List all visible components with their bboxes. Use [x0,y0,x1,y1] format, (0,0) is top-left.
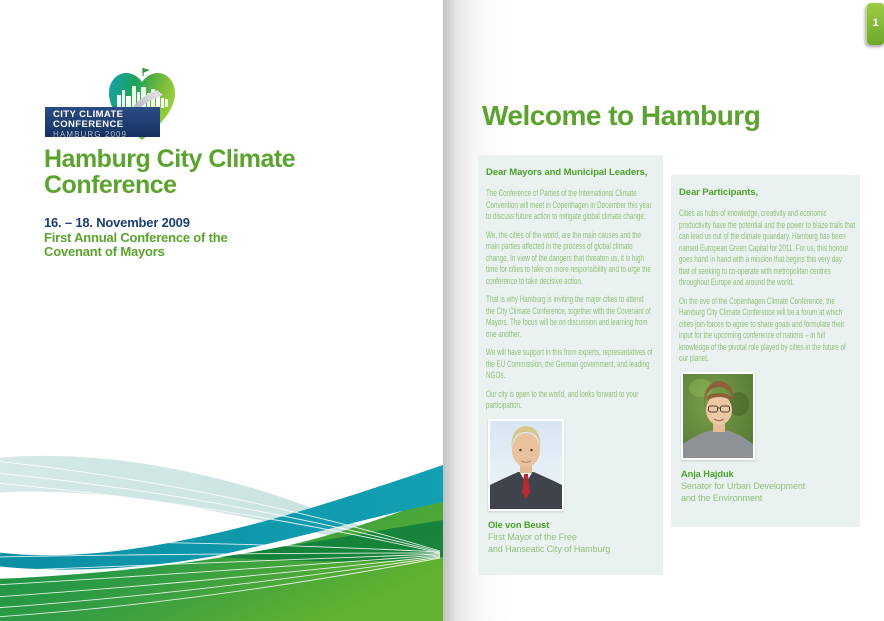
person-role-line2: and Hanseatic City of Hamburg [488,543,611,554]
salutation-participants: Dear Participants, [679,187,758,198]
cover-subtitle-line1: First Annual Conference of the [44,230,228,245]
cover-title [44,146,295,198]
letter-panel-participants [671,175,860,527]
caption-anja-hajduk [681,468,852,504]
letter-panel-mayors [478,155,663,575]
portrait-anja-hajduk [681,372,755,460]
paragraph: We will have support in this from experts, representatives of the EU Commission, the German government, and leading NGOs. [486,347,653,380]
page-number-tab: 1 [866,3,884,45]
paragraph: That is why Hamburg is inviting the major cities to attend the City Climate Conference, together with the Covenant of Mayors. The focus will be on discussion and learning from one another. [486,294,651,339]
conference-logo-box [45,107,160,137]
salutation-mayors: Dear Mayors and Municipal Leaders, [486,167,648,178]
page-heading: Welcome to Hamburg [482,100,761,131]
cover-subtitle-line2: Covenant of Mayors [44,244,165,259]
paragraph: Our city is open to the world, and looks forward to your participation. [486,388,639,410]
person-role-line2: and the Environment [681,492,763,503]
conference-date: 16. – 18. November 2009 [44,215,190,230]
wave-graphic [0,445,443,621]
cover-title-line1: Hamburg City Climate [44,145,296,173]
caption-ole-von-beust [488,519,655,555]
letter-body-mayors [486,188,654,412]
logo-text-line3: HAMBURG 2009 [53,130,128,139]
paragraph: On the eve of the Copenhagen Climate Conference, the Hamburg City Climate Conference will be a forum at which cities join forces to agree to share goals and formulate their input for the upcoming conference of nations – in full knowledge of the pivotal role played by cities in the future of our planet. [679,295,846,363]
paragraph: Cities as hubs of knowledge, creativity and economic productivity have the potential and the power to blaze trails that can lead us out of the climate quandary. Hamburg has been named European Green Capital for 2011. For us, this honour goes hand in hand with a mission that begins this very day: that of seeking to co-operate with metropolitan centres throughout Europe and around the world. [679,208,856,287]
logo-text-line2: CONFERENCE [53,118,124,130]
person-role-line1: Senator for Urban Development [681,480,806,491]
cover-title-line2: Conference [44,171,177,199]
person-role-line1: First Mayor of the Free [488,531,577,542]
paragraph: We, the cities of the world, are the main causes and the main parties affected in the process of global climate change. In view of the dangers that threaten us, it is high time for cities to take on more responsibility and to urge the conference to take decisive action. [486,229,651,286]
logo-text-line1: CITY CLIMATE [53,109,124,120]
person-name: Anja Hajduk [681,468,734,479]
person-name: Ole von Beust [488,519,550,530]
cover-subtitle [44,231,227,259]
paragraph: The Conference of Parties of the International Climate Convention will meet in Copenhagen in December this year to discuss future action to mitigate global climate change. [486,188,652,221]
letter-body-participants [679,208,855,365]
portrait-ole-von-beust [488,419,564,511]
